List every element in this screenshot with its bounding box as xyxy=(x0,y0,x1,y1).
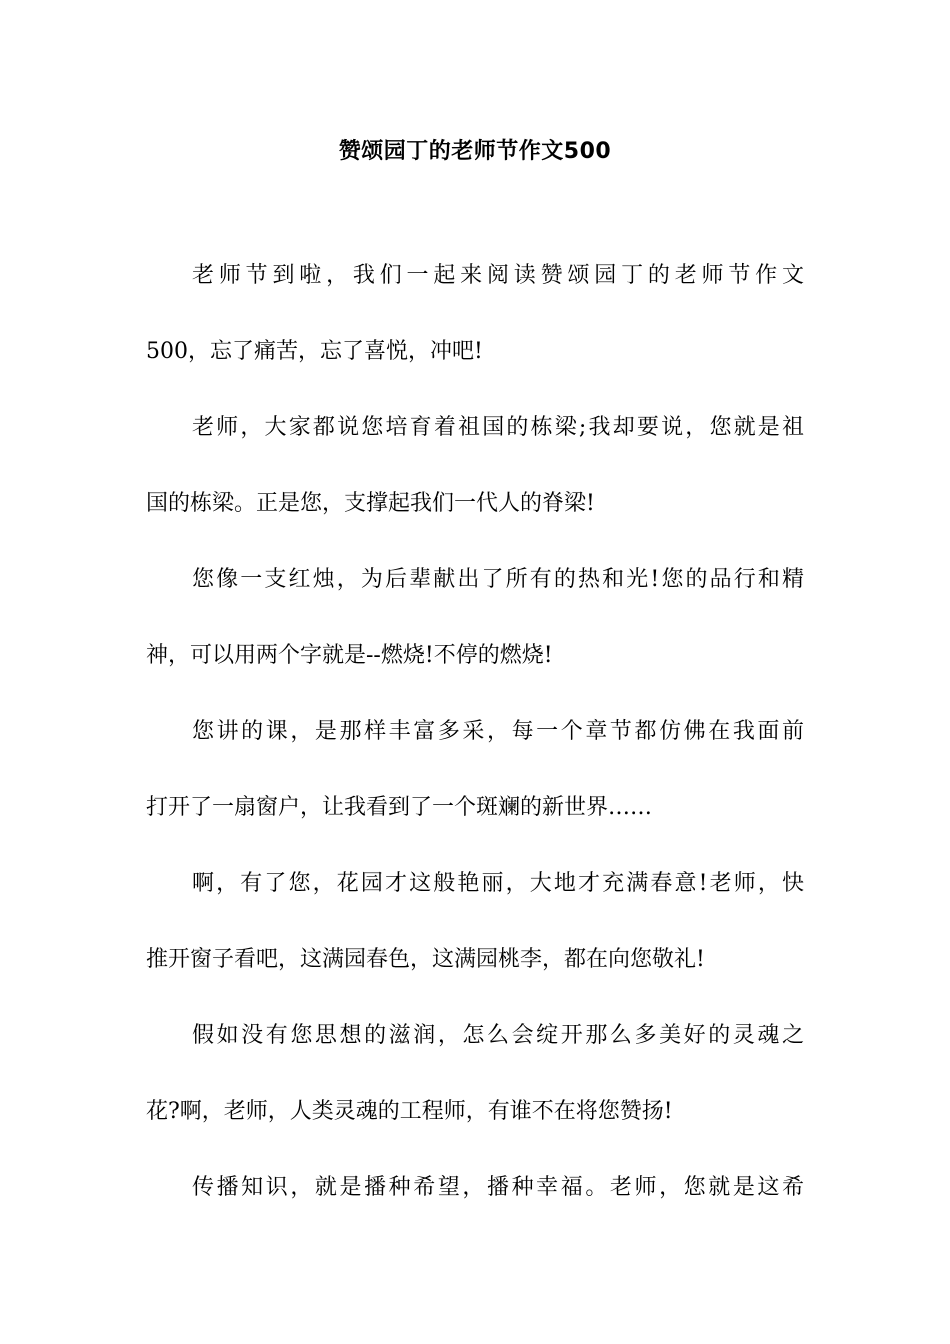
paragraph-line: 国的栋梁。正是您，支撑起我们一代人的脊梁! xyxy=(146,491,595,516)
paragraph-line: 您像一支红烛，为后辈献出了所有的热和光!您的品行和精 xyxy=(192,567,804,592)
paragraph-line: 500，忘了痛苦，忘了喜悦，冲吧! xyxy=(146,339,483,364)
paragraph-line: 假如没有您思想的滋润，怎么会绽开那么多美好的灵魂之 xyxy=(192,1023,804,1048)
paragraph-line: 老师，大家都说您培育着祖国的栋梁;我却要说，您就是祖 xyxy=(192,415,804,440)
paragraph-4 xyxy=(146,706,804,858)
paragraph-2 xyxy=(146,402,804,554)
paragraph-3 xyxy=(146,554,804,706)
paragraph-6 xyxy=(146,1010,804,1162)
document-body xyxy=(146,250,804,1238)
paragraph-line: 您讲的课，是那样丰富多采，每一个章节都仿佛在我面前 xyxy=(192,719,804,744)
document-title: 赞颂园丁的老师节作文500 xyxy=(338,139,612,164)
paragraph-7 xyxy=(146,1162,804,1238)
paragraph-5 xyxy=(146,858,804,1010)
paragraph-line: 老师节到啦，我们一起来阅读赞颂园丁的老师节作文 xyxy=(192,263,804,288)
paragraph-line: 神，可以用两个字就是--燃烧!不停的燃烧! xyxy=(146,643,553,668)
paragraph-line: 打开了一扇窗户，让我看到了一个斑斓的新世界…… xyxy=(146,795,653,820)
paragraph-line: 传播知识，就是播种希望，播种幸福。老师，您就是这希 xyxy=(192,1175,804,1200)
paragraph-1 xyxy=(146,250,804,402)
paragraph-line: 推开窗子看吧，这满园春色，这满园桃李，都在向您敬礼! xyxy=(146,947,705,972)
paragraph-line: 啊，有了您，花园才这般艳丽，大地才充满春意!老师，快 xyxy=(192,871,804,896)
paragraph-line: 花?啊，老师，人类灵魂的工程师，有谁不在将您赞扬! xyxy=(146,1099,673,1124)
